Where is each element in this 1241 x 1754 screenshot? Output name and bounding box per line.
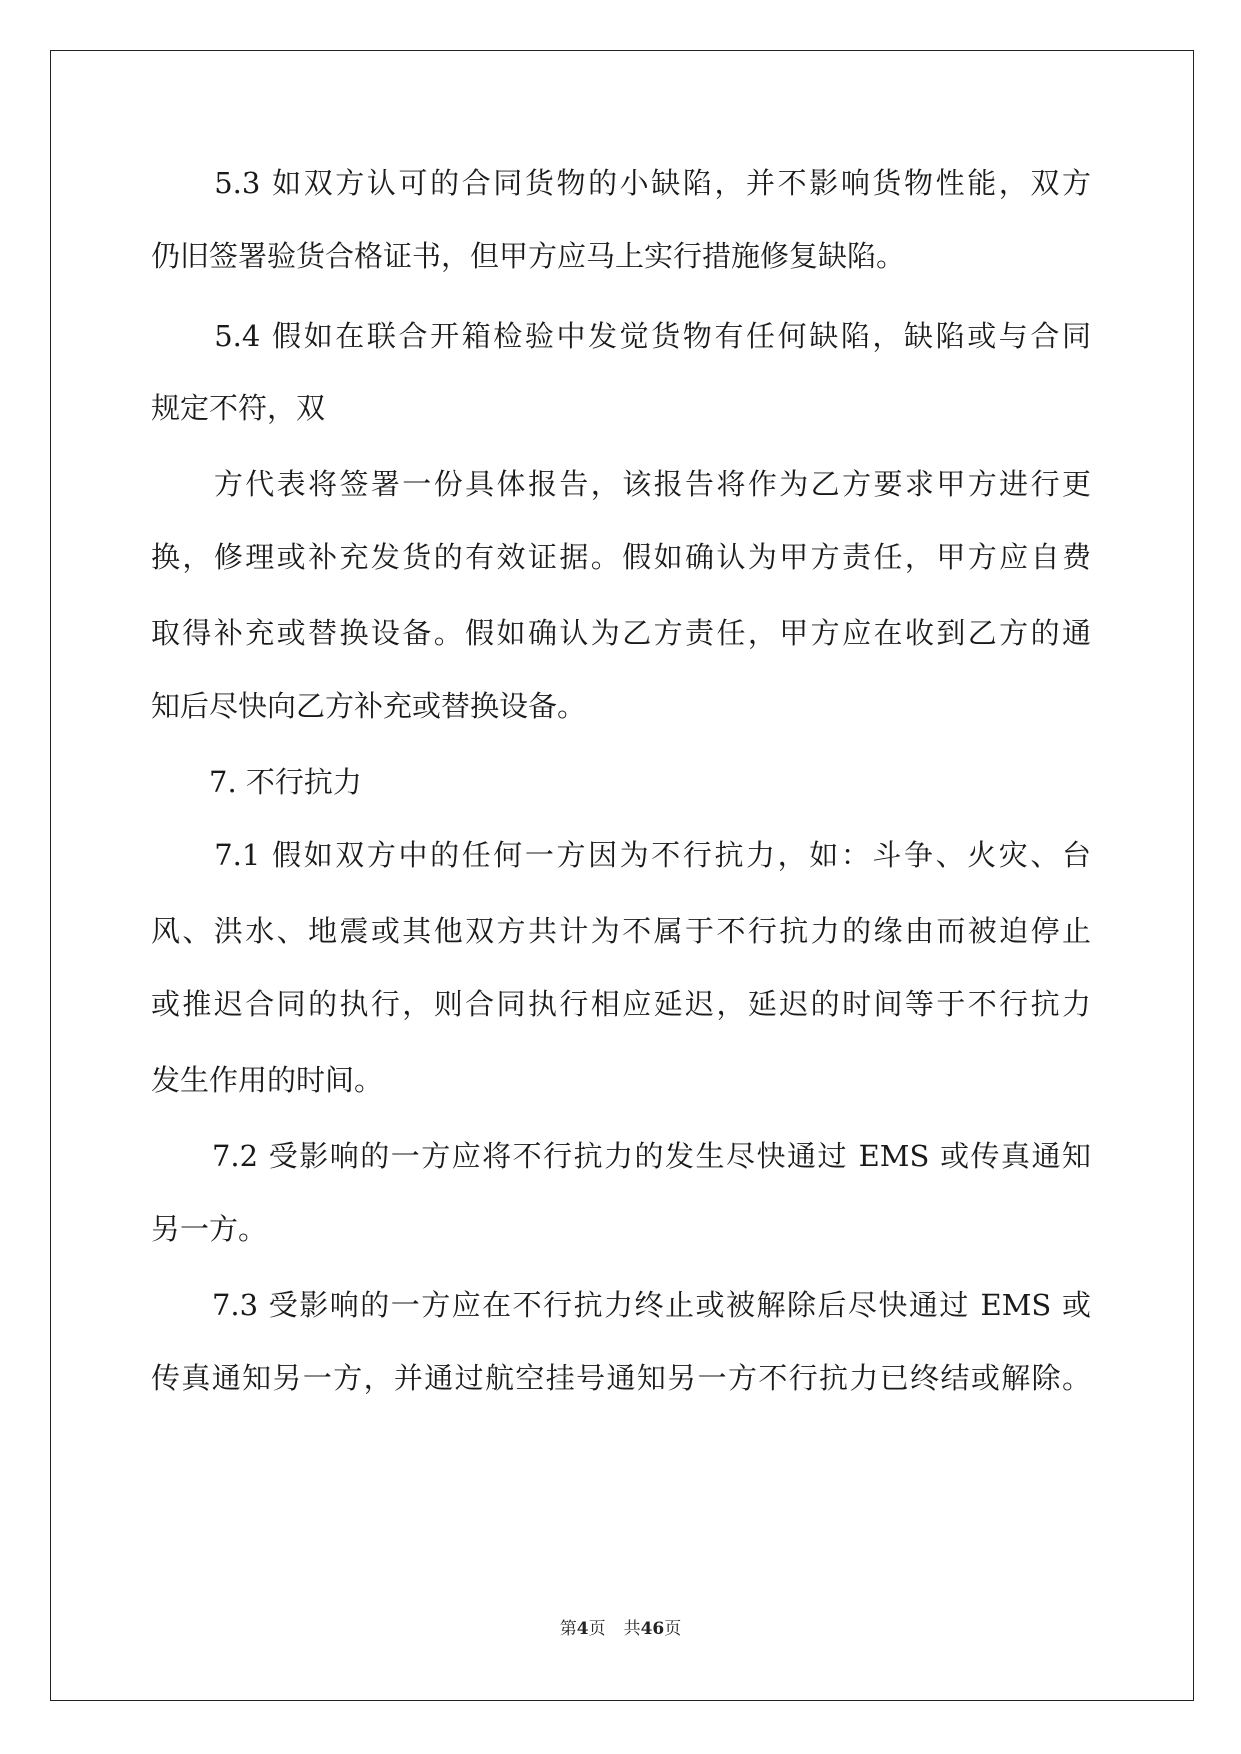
current-page-number: 4: [576, 1619, 589, 1639]
text-line: 传真通知另一方，并通过航空挂号通知另一方不行抗力已终结或解除。: [151, 1361, 1091, 1395]
text-line: 仍旧签署验货合格证书，但甲方应马上实行措施修复缺陷。: [151, 239, 906, 273]
page-footer: [0, 1617, 1241, 1641]
footer-page-unit: 页: [588, 1619, 606, 1639]
text-line: 5.4 假如在联合开箱检验中发觉货物有任何缺陷，缺陷或与合同: [151, 319, 1091, 353]
text-line: 另一方。: [151, 1212, 268, 1246]
total-pages-number: 46: [640, 1619, 665, 1639]
page-border: [50, 50, 1194, 1701]
text-line: 取得补充或替换设备。假如确认为乙方责任，甲方应在收到乙方的通: [151, 616, 1091, 650]
text-line: 知后尽快向乙方补充或替换设备。: [151, 689, 587, 723]
text-line: 7.1 假如双方中的任何一方因为不行抗力，如：斗争、火灾、台: [151, 838, 1091, 872]
text-line: 方代表将签署一份具体报告，该报告将作为乙方要求甲方进行更: [151, 467, 1091, 501]
text-line: 发生作用的时间。: [151, 1063, 384, 1097]
text-line: 5.3 如双方认可的合同货物的小缺陷，并不影响货物性能，双方: [151, 166, 1091, 200]
footer-total-unit: 页: [664, 1619, 682, 1639]
text-line: 7.2 受影响的一方应将不行抗力的发生尽快通过 EMS 或传真通知: [151, 1139, 1091, 1173]
text-line: 7.3 受影响的一方应在不行抗力终止或被解除后尽快通过 EMS 或: [151, 1288, 1091, 1322]
text-line: 换，修理或补充发货的有效证据。假如确认为甲方责任，甲方应自费: [151, 540, 1091, 574]
footer-prefix: 第: [559, 1619, 577, 1639]
footer-total-prefix: 共: [623, 1619, 641, 1639]
section-heading: 7. 不行抗力: [151, 765, 362, 799]
text-line: 或推迟合同的执行，则合同执行相应延迟，延迟的时间等于不行抗力: [151, 987, 1091, 1021]
text-line: 风、洪水、地震或其他双方共计为不属于不行抗力的缘由而被迫停止: [151, 914, 1091, 948]
text-line: 规定不符，双: [151, 391, 326, 425]
